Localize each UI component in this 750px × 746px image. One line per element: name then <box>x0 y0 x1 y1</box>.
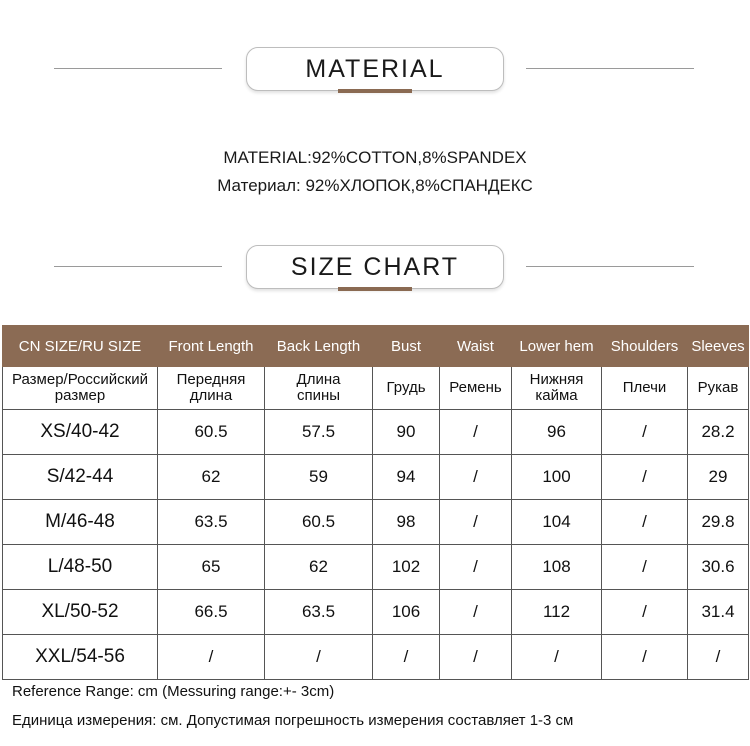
measurement-cell: / <box>265 635 373 680</box>
table-row <box>3 500 749 545</box>
measurement-cell: / <box>440 410 512 455</box>
measurement-cell: 60.5 <box>265 500 373 545</box>
material-heading-text: MATERIAL <box>305 54 445 83</box>
measurement-cell: 29.8 <box>688 500 749 545</box>
column-header: Waist <box>440 326 512 367</box>
size-chart-heading-text: SIZE CHART <box>290 252 460 281</box>
measurement-cell: 104 <box>512 500 602 545</box>
divider-line-left <box>54 266 222 267</box>
header-ru-line: длина <box>189 387 233 404</box>
measurement-cell: / <box>440 590 512 635</box>
table-row <box>3 635 749 680</box>
material-composition-en: MATERIAL:92%COTTON,8%SPANDEX <box>223 148 527 167</box>
size-label-cell: M/46-48 <box>3 500 158 545</box>
measurement-cell: 102 <box>373 545 440 590</box>
measurement-cell: 65 <box>158 545 265 590</box>
header-ru-line: Плечи <box>622 379 667 396</box>
measurement-cell: 108 <box>512 545 602 590</box>
column-header: CN SIZE/RU SIZE <box>3 326 158 367</box>
size-chart-heading <box>246 245 504 289</box>
header-row-en <box>3 326 749 367</box>
divider-line-right <box>526 68 694 69</box>
accent-bar <box>338 89 412 93</box>
table-row <box>3 410 749 455</box>
column-header-ru <box>602 367 688 410</box>
measurement-note-ru: Единица измерения: см. Допустимая погрешность измерения составляет 1-3 см <box>12 712 574 729</box>
measurement-cell: 62 <box>158 455 265 500</box>
measurement-cell: / <box>602 455 688 500</box>
measurement-cell: 29 <box>688 455 749 500</box>
measurement-cell: / <box>440 635 512 680</box>
header-ru-line: Размер/Российский <box>12 371 148 388</box>
size-chart-table <box>2 325 749 680</box>
size-label-cell: XL/50-52 <box>3 590 158 635</box>
measurement-cell: / <box>440 545 512 590</box>
header-ru-line: Грудь <box>386 379 426 396</box>
measurement-cell: / <box>373 635 440 680</box>
size-label-cell: S/42-44 <box>3 455 158 500</box>
material-heading <box>246 47 504 91</box>
column-header: Bust <box>373 326 440 367</box>
table-row <box>3 455 749 500</box>
column-header-ru <box>158 367 265 410</box>
column-header: Shoulders <box>602 326 688 367</box>
measurement-cell: 60.5 <box>158 410 265 455</box>
header-ru-line: Нижняя <box>529 371 584 388</box>
column-header-ru <box>688 367 749 410</box>
measurement-cell: / <box>602 500 688 545</box>
measurement-cell: / <box>602 545 688 590</box>
measurement-cell: / <box>602 410 688 455</box>
header-ru-line: размер <box>54 387 106 404</box>
measurement-cell: 112 <box>512 590 602 635</box>
measurement-cell: 106 <box>373 590 440 635</box>
measurement-cell: / <box>440 455 512 500</box>
measurement-cell: 28.2 <box>688 410 749 455</box>
measurement-cell: 63.5 <box>265 590 373 635</box>
header-ru-line: Передняя <box>176 371 246 388</box>
measurement-cell: / <box>440 500 512 545</box>
header-ru-line: спины <box>296 387 341 404</box>
table-row <box>3 545 749 590</box>
material-heading-block <box>0 47 750 97</box>
column-header-ru <box>440 367 512 410</box>
header-row-ru <box>3 367 749 410</box>
measurement-cell: / <box>512 635 602 680</box>
column-header-ru <box>3 367 158 410</box>
header-ru-line: кайма <box>535 387 578 404</box>
measurement-cell: 57.5 <box>265 410 373 455</box>
measurement-cell: 30.6 <box>688 545 749 590</box>
measurement-cell: 59 <box>265 455 373 500</box>
header-ru-line: Длина <box>296 371 341 388</box>
column-header-ru <box>512 367 602 410</box>
measurement-cell: 94 <box>373 455 440 500</box>
table-row <box>3 590 749 635</box>
measurement-cell: 62 <box>265 545 373 590</box>
divider-line-right <box>526 266 694 267</box>
size-label-cell: XXL/54-56 <box>3 635 158 680</box>
column-header: Lower hem <box>512 326 602 367</box>
size-label-cell: XS/40-42 <box>3 410 158 455</box>
measurement-cell: / <box>602 635 688 680</box>
measurement-cell: / <box>688 635 749 680</box>
measurement-cell: / <box>158 635 265 680</box>
column-header: Back Length <box>265 326 373 367</box>
measurement-cell: 66.5 <box>158 590 265 635</box>
measurement-cell: 90 <box>373 410 440 455</box>
column-header-ru <box>373 367 440 410</box>
size-label-cell: L/48-50 <box>3 545 158 590</box>
column-header: Front Length <box>158 326 265 367</box>
measurement-cell: 98 <box>373 500 440 545</box>
material-composition-ru: Материал: 92%ХЛОПОК,8%СПАНДЕКС <box>217 176 533 195</box>
divider-line-left <box>54 68 222 69</box>
measurement-cell: 100 <box>512 455 602 500</box>
measurement-cell: 63.5 <box>158 500 265 545</box>
column-header: Sleeves <box>688 326 749 367</box>
size-chart-heading-block <box>0 245 750 295</box>
measurement-cell: 31.4 <box>688 590 749 635</box>
header-ru-line: Ремень <box>449 379 502 396</box>
measurement-cell: / <box>602 590 688 635</box>
header-ru-line: Рукав <box>697 379 739 396</box>
reference-range-note: Reference Range: cm (Messuring range:+- 3cm) <box>12 683 335 700</box>
measurement-cell: 96 <box>512 410 602 455</box>
column-header-ru <box>265 367 373 410</box>
accent-bar <box>338 287 412 291</box>
